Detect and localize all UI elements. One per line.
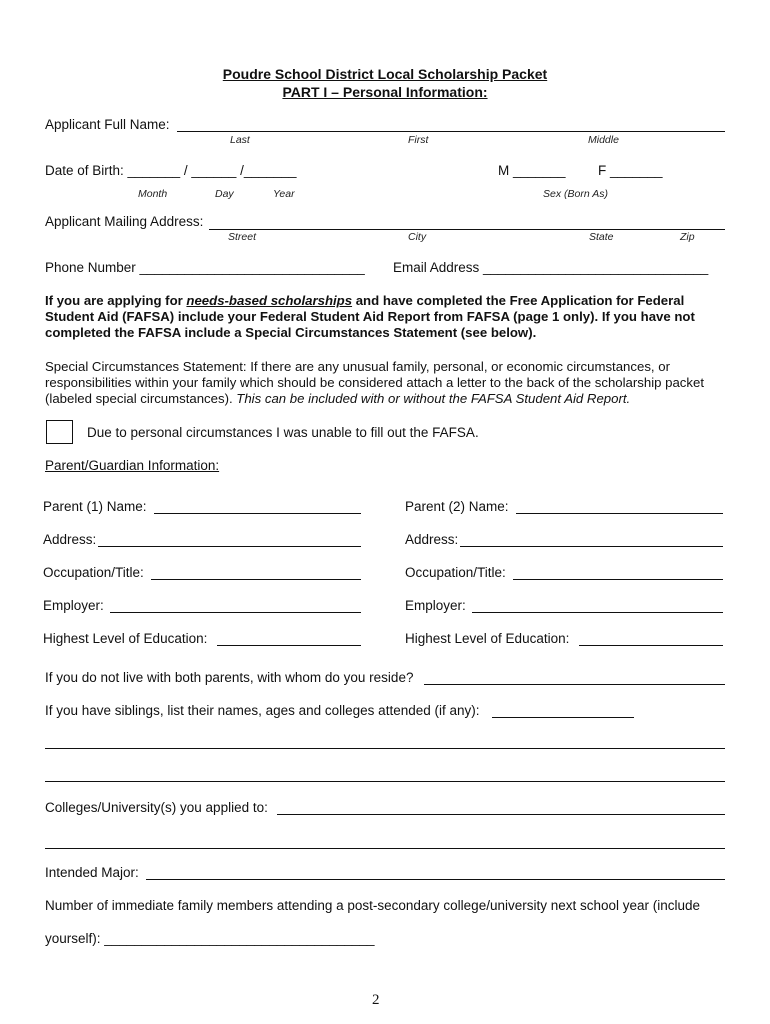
month-caption: Month bbox=[138, 188, 168, 200]
sex-m-field[interactable]: M _______ bbox=[498, 163, 566, 178]
parent2-occupation-field[interactable] bbox=[513, 579, 723, 580]
section-title: PART I – Personal Information: bbox=[282, 84, 488, 100]
street-caption: Street bbox=[228, 231, 257, 243]
family-members-field[interactable]: yourself): ____________________________________ bbox=[45, 931, 375, 946]
intended-major-field[interactable] bbox=[146, 879, 725, 880]
zip-caption: Zip bbox=[680, 231, 695, 243]
parent1-name-label: Parent (1) Name: bbox=[43, 499, 147, 514]
applicant-name-field[interactable] bbox=[177, 131, 725, 132]
parent2-name-field[interactable] bbox=[516, 513, 723, 514]
parent2-employer-label: Employer: bbox=[405, 598, 466, 613]
colleges-label: Colleges/University(s) you applied to: bbox=[45, 800, 268, 815]
day-caption: Day bbox=[215, 188, 234, 200]
parent2-occupation-label: Occupation/Title: bbox=[405, 565, 506, 580]
fafsa-text-1: If you are applying for bbox=[45, 293, 187, 308]
mailing-address-field[interactable] bbox=[209, 229, 725, 230]
middle-caption: Middle bbox=[588, 134, 619, 146]
first-caption: First bbox=[408, 134, 429, 146]
siblings-field[interactable] bbox=[492, 717, 634, 718]
parent1-employer-label: Employer: bbox=[43, 598, 104, 613]
needs-based-link: needs-based scholarships bbox=[186, 293, 353, 308]
colleges-field[interactable] bbox=[277, 814, 725, 815]
special-italic: This can be included with or without the FAFSA Student Aid Report. bbox=[236, 391, 631, 406]
family-members-label: Number of immediate family members attending a post-secondary college/university next school year (include bbox=[45, 898, 701, 913]
parent1-name-field[interactable] bbox=[154, 513, 361, 514]
parent1-education-label: Highest Level of Education: bbox=[43, 631, 208, 646]
state-caption: State bbox=[589, 231, 614, 243]
email-field[interactable]: Email Address ______________________________ bbox=[393, 260, 709, 275]
parent2-name-label: Parent (2) Name: bbox=[405, 499, 509, 514]
intended-major-label: Intended Major: bbox=[45, 865, 139, 880]
phone-field[interactable]: Phone Number ______________________________ bbox=[45, 260, 365, 275]
reside-label: If you do not live with both parents, with whom do you reside? bbox=[45, 670, 414, 685]
parent2-employer-field[interactable] bbox=[472, 612, 723, 613]
parent1-occupation-field[interactable] bbox=[151, 579, 361, 580]
sex-caption: Sex (Born As) bbox=[543, 188, 608, 200]
page-number: 2 bbox=[372, 992, 380, 1008]
last-caption: Last bbox=[230, 134, 250, 146]
parent-guardian-heading: Parent/Guardian Information: bbox=[45, 458, 220, 473]
parent2-address-label: Address: bbox=[405, 532, 459, 547]
siblings-line-2[interactable] bbox=[45, 748, 725, 749]
siblings-label: If you have siblings, list their names, ages and colleges attended (if any): bbox=[45, 703, 480, 718]
parent1-address-label: Address: bbox=[43, 532, 97, 547]
mailing-address-label: Applicant Mailing Address: bbox=[45, 214, 204, 229]
applicant-name-label: Applicant Full Name: bbox=[45, 117, 170, 132]
fafsa-instructions bbox=[45, 293, 735, 341]
parent1-education-field[interactable] bbox=[217, 645, 361, 646]
siblings-line-3[interactable] bbox=[45, 781, 725, 782]
fafsa-text-2: and have completed the Free Application for Federal Student Aid (FAFSA) include your Federal Student Aid Report from FAFSA (page 1 only). If you have not completed the FAFSA include a Special Circumstances Statement (see below). bbox=[45, 293, 695, 340]
fafsa-checkbox[interactable] bbox=[46, 420, 73, 444]
parent1-employer-field[interactable] bbox=[110, 612, 361, 613]
year-caption: Year bbox=[273, 188, 295, 200]
sex-f-field[interactable]: F _______ bbox=[598, 163, 663, 178]
colleges-line-2[interactable] bbox=[45, 848, 725, 849]
document-title: Poudre School District Local Scholarship Packet bbox=[222, 66, 548, 82]
parent1-occupation-label: Occupation/Title: bbox=[43, 565, 144, 580]
parent1-address-field[interactable] bbox=[98, 546, 361, 547]
special-text: Special Circumstances Statement: If there are any unusual family, personal, or economic circumstances, or responsibilities within your family which should be considered attach a letter to the back of the scholarship packet (labeled special circumstances). bbox=[45, 359, 704, 406]
reside-field[interactable] bbox=[424, 684, 725, 685]
dob-field[interactable]: Date of Birth: _______ / ______ /_______ bbox=[45, 163, 297, 178]
fafsa-checkbox-label: Due to personal circumstances I was unable to fill out the FAFSA. bbox=[87, 425, 479, 440]
special-circumstances bbox=[45, 359, 735, 407]
city-caption: City bbox=[408, 231, 427, 243]
parent2-address-field[interactable] bbox=[460, 546, 723, 547]
parent2-education-label: Highest Level of Education: bbox=[405, 631, 570, 646]
parent2-education-field[interactable] bbox=[579, 645, 723, 646]
